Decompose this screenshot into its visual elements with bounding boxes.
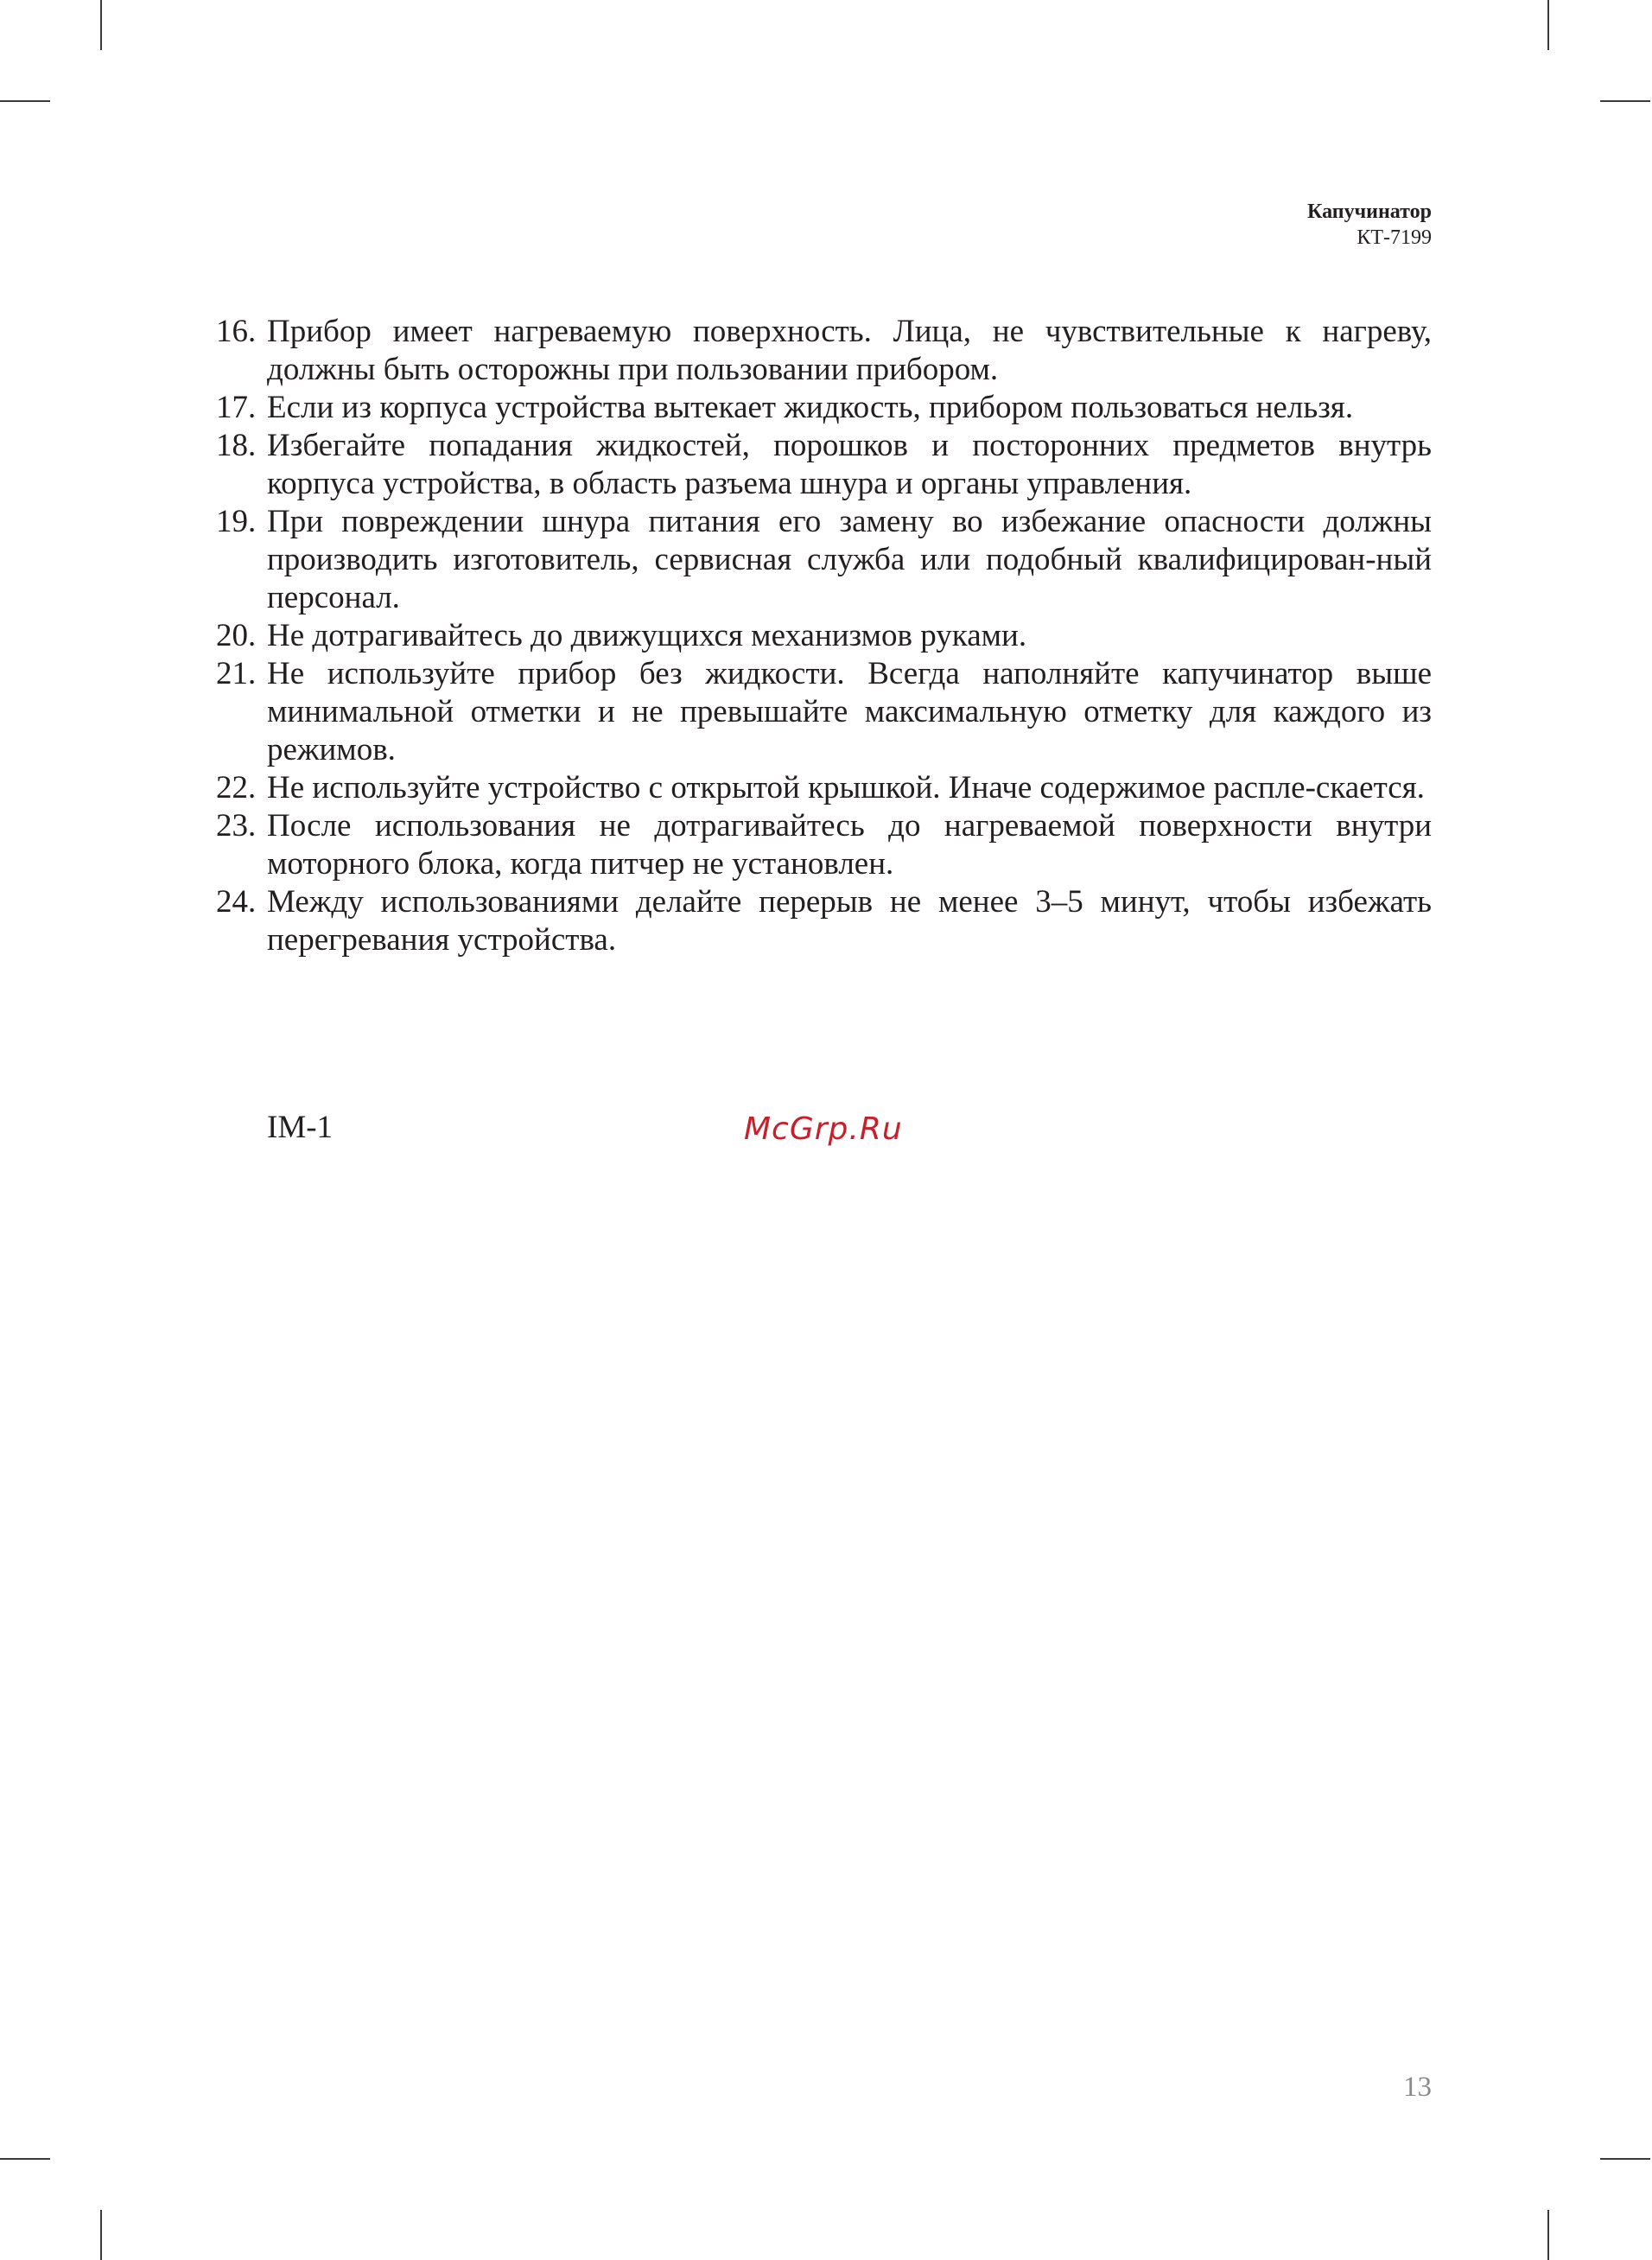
item-number: 19. — [216, 504, 257, 539]
item-text: После использования не дотрагивайтесь до нагреваемой поверхности внутри моторного блока, когда питчер не установлен. — [267, 808, 1432, 882]
list-item — [216, 617, 1432, 655]
model-number: КТ-7199 — [1357, 226, 1432, 249]
item-text: Если из корпуса устройства вытекает жидкость, прибором пользоваться нельзя. — [267, 390, 1354, 425]
list-item — [216, 427, 1432, 503]
item-number: 23. — [216, 808, 257, 844]
product-name: Капучинатор — [1307, 201, 1432, 223]
crop-mark — [1600, 100, 1650, 102]
item-number: 20. — [216, 618, 257, 653]
crop-mark — [0, 2158, 50, 2160]
crop-mark — [1600, 2158, 1650, 2160]
item-text: Между использованиями делайте перерыв не менее 3–5 минут, чтобы избежать перегревания устройства. — [267, 884, 1432, 958]
crop-mark — [100, 0, 102, 50]
list-item — [216, 389, 1432, 427]
item-text: При повреждении шнура питания его замену во избежание опасности должны производить изготовитель, сервисная служба или подобный квалифицирован-ный персонал. — [267, 504, 1432, 615]
safety-instructions-list — [216, 313, 1432, 959]
item-text: Избегайте попадания жидкостей, порошков и посторонних предметов внутрь корпуса устройства, в область разъема шнура и органы управления. — [267, 428, 1432, 501]
item-number: 18. — [216, 428, 257, 463]
crop-mark — [1547, 2210, 1549, 2260]
list-item — [216, 883, 1432, 959]
item-text: Не дотрагивайтесь до движущихся механизмов руками. — [267, 618, 1027, 653]
watermark: McGrp.Ru — [744, 1111, 903, 1147]
crop-mark — [1547, 0, 1549, 50]
item-number: 22. — [216, 770, 257, 805]
item-text: Прибор имеет нагреваемую поверхность. Лица, не чувствительные к нагреву, должны быть осторожны при пользовании прибором. — [267, 314, 1432, 387]
crop-mark — [0, 100, 50, 102]
item-text: Не используйте прибор без жидкости. Всегда наполняйте капучинатор выше минимальной отметки и не превышайте максимальную отметку для каждого из режимов. — [267, 656, 1432, 767]
list-item — [216, 655, 1432, 769]
item-number: 17. — [216, 390, 257, 425]
crop-mark — [100, 2210, 102, 2260]
item-text: Не используйте устройство с открытой крышкой. Иначе содержимое распле-скается. — [267, 770, 1425, 805]
list-item — [216, 313, 1432, 389]
list-item — [216, 807, 1432, 883]
page-number: 13 — [1403, 2072, 1432, 2103]
item-number: 16. — [216, 314, 257, 349]
page-header — [1307, 199, 1432, 251]
list-item — [216, 503, 1432, 617]
list-item — [216, 769, 1432, 807]
item-number: 24. — [216, 884, 257, 920]
document-code: IM-1 — [267, 1110, 334, 1145]
item-number: 21. — [216, 656, 257, 691]
